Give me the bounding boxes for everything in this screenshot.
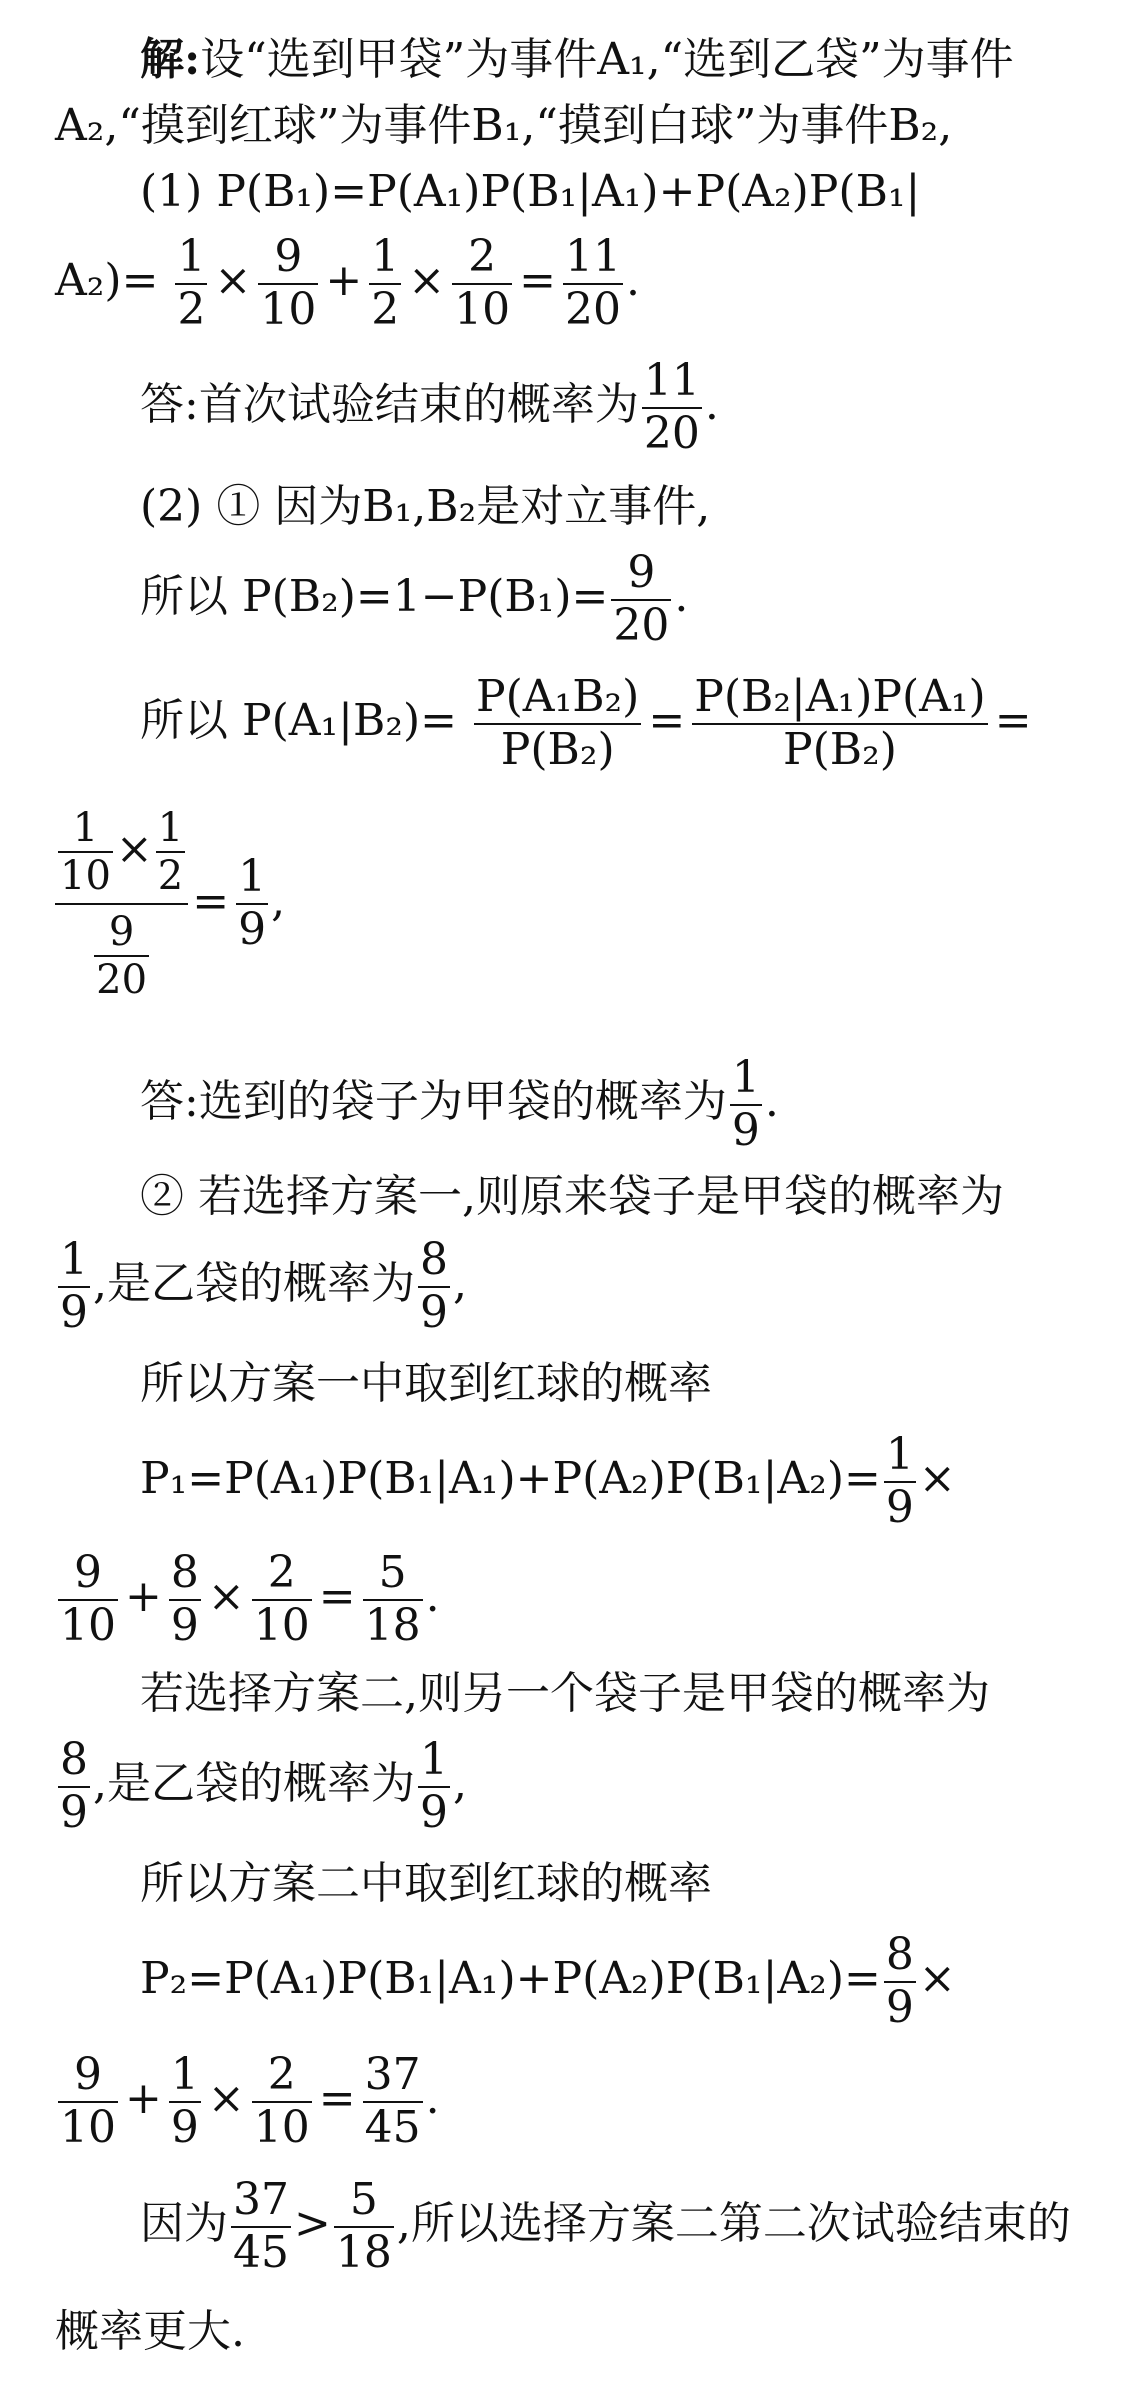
scheme1-red-prob-heading: 所以方案一中取到红球的概率: [140, 1358, 712, 1409]
fraction: $\frac{1}{2}$: [177, 231, 206, 335]
fraction: $\frac{1}{9}$: [420, 1734, 448, 1838]
fraction: $\frac{1}{9}$: [170, 2049, 199, 2153]
fraction: $\frac{11}{20}$: [643, 355, 700, 459]
fraction: $\frac{8}{9}$: [885, 1929, 914, 2033]
fraction: $\frac{1}{9}$: [731, 1052, 760, 1156]
fraction: $\frac{1}{9}$: [238, 851, 267, 955]
fraction: $\frac{37}{45}$: [233, 2174, 289, 2278]
fraction: $\frac{8}{9}$: [420, 1234, 448, 1338]
scheme1-probabilities: $\frac{1}{9}$ ,是乙袋的概率为 $\frac{8}{9}$ ,: [60, 1234, 467, 1338]
part1-formula: (1) P(B₁)=P(A₁)P(B₁|A₁)+P(A₂)P(B₁|: [140, 166, 921, 217]
fraction: $\frac{9}{10}$: [60, 2049, 116, 2153]
fraction: $\frac{9}{10}$: [60, 1547, 116, 1651]
fraction: $\frac{2}{10}$: [253, 2049, 310, 2153]
part2-answer: 答:选到的袋子为甲袋的概率为 $\frac{1}{9}$ .: [140, 1052, 779, 1156]
conclusion-line-1: 因为 $\frac{37}{45}$ > $\frac{5}{18}$ ,所以选择方案二第二次试验结束的: [140, 2174, 1071, 2278]
scheme2-calculation: $\frac{9}{10}$ + $\frac{1}{9}$ × $\frac{2}{10}$ = $\frac{37}{45}$ .: [60, 2049, 440, 2153]
scheme1-intro: ② 若选择方案一,则原来袋子是甲袋的概率为: [140, 1171, 1004, 1222]
fraction: $\frac{1}{9}$: [885, 1429, 914, 1533]
fraction: $\frac{1}{9}$: [60, 1234, 88, 1338]
fraction: $\frac{\text{P(B₂|A₁)P(A₁)}}{\text{P(B₂)}}$: [694, 671, 986, 775]
fraction: $\frac{8}{9}$: [60, 1734, 88, 1838]
part2-pb2: 所以 P(B₂)=1−P(B₁)= $\frac{9}{20}$ .: [140, 547, 689, 651]
fraction: $\frac{2}{10}$: [454, 231, 511, 335]
solution-label: 解:: [140, 34, 201, 85]
fraction: $\frac{2}{10}$: [253, 1547, 310, 1651]
scheme2-intro: 若选择方案二,则另一个袋子是甲袋的概率为: [140, 1668, 990, 1719]
part1-calculation: A₂)= $\frac{1}{2}$ × $\frac{9}{10}$ + $\frac{1}{2}$ × $\frac{2}{10}$ = $\frac{11}{20}$ .: [55, 231, 640, 335]
fraction: $\frac{\text{P(A₁B₂)}}{\text{P(B₂)}}$: [476, 671, 640, 775]
fraction: $\frac{5}{18}$: [335, 2174, 392, 2278]
fraction: $\frac{11}{20}$: [564, 231, 621, 335]
part1-answer: 答:首次试验结束的概率为 $\frac{11}{20}$ .: [140, 355, 719, 459]
solution-line-1: [140, 34, 1014, 85]
part2-bayes: 所以 P(A₁|B₂)= $\frac{\text{P(A₁B₂)}}{\text{P(B₂)}}$ = $\frac{\text{P(B₂|A₁)P(A₁)}}{\text{P(B₂)}}$ =: [140, 671, 1032, 775]
fraction: $\frac{5}{18}$: [364, 1547, 421, 1651]
scheme1-formula: P₁=P(A₁)P(B₁|A₁)+P(A₂)P(B₁|A₂)= $\frac{1}{9}$ ×: [140, 1429, 956, 1533]
nested-fraction: $\frac{1}{10}$ × $\frac{1}{2}$ $\frac{9}{20}$: [55, 805, 188, 1003]
fraction: $\frac{8}{9}$: [170, 1547, 199, 1651]
event-definitions-2: A₂,“摸到红球”为事件B₁,“摸到白球”为事件B₂,: [55, 100, 953, 151]
fraction: $\frac{37}{45}$: [364, 2049, 421, 2153]
conclusion-line-2: 概率更大.: [55, 2306, 245, 2357]
scheme1-calculation: $\frac{9}{10}$ + $\frac{8}{9}$ × $\frac{2}{10}$ = $\frac{5}{18}$ .: [60, 1547, 440, 1651]
part2-bayes-result: $\frac{1}{10}$ × $\frac{1}{2}$ $\frac{9}{20}$ = $\frac{1}{9}$ ,: [55, 805, 285, 1003]
fraction: $\frac{9}{20}$: [613, 547, 670, 651]
scheme2-red-prob-heading: 所以方案二中取到红球的概率: [140, 1858, 712, 1909]
fraction: $\frac{9}{10}$: [260, 231, 317, 335]
scheme2-formula: P₂=P(A₁)P(B₁|A₁)+P(A₂)P(B₁|A₂)= $\frac{8}{9}$ ×: [140, 1929, 956, 2033]
scheme2-probabilities: $\frac{8}{9}$ ,是乙袋的概率为 $\frac{1}{9}$ ,: [60, 1734, 467, 1838]
part2-intro: (2) ① 因为B₁,B₂是对立事件,: [140, 481, 711, 532]
event-definitions-1: 设“选到甲袋”为事件A₁,“选到乙袋”为事件: [200, 34, 1014, 85]
fraction: $\frac{1}{2}$: [371, 231, 400, 335]
